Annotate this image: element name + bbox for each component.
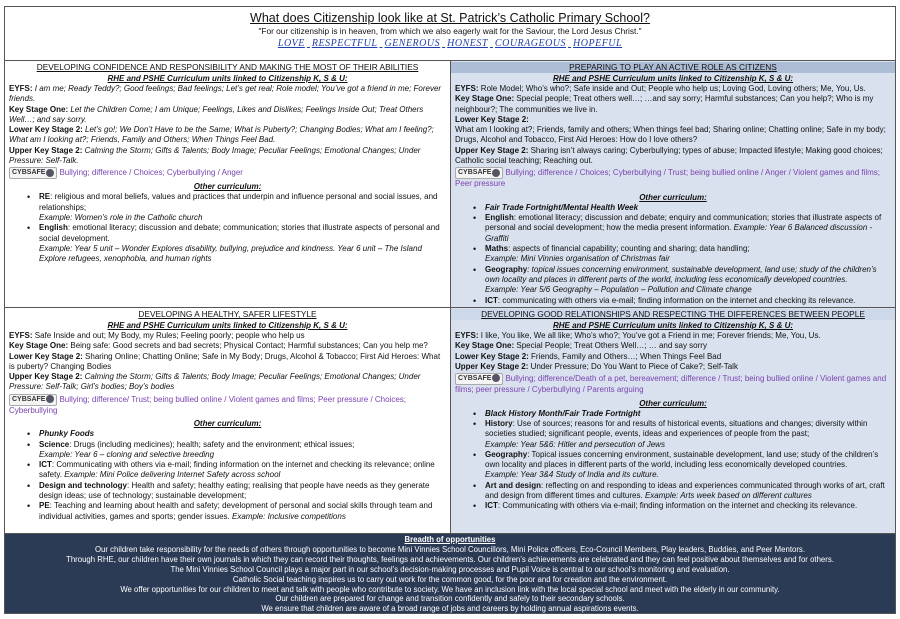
eyfs-line-text: I like, You like, We all like; Who’s who?; You’ve got a Friend in me; Forever friends; Me, You, Us. <box>478 331 821 340</box>
upper-ks2-line <box>9 146 446 167</box>
curriculum-subject: ICT <box>39 460 52 470</box>
lower-ks2-line <box>455 352 891 362</box>
lower-ks2-line-text: Sharing Online; Chatting Online; Safe in My Body; Drugs, Alcohol & Tobacco; First Aid Heroes: What is puberty? Changing Bodies <box>9 351 441 371</box>
cybsafe-logo-icon <box>9 167 57 179</box>
key-stage-one-line-label: Key Stage One: <box>9 341 69 351</box>
curriculum-example: Example: Mini Police delivering Internet Safety across school <box>64 470 281 480</box>
lower-ks2-line-label: Lower Key Stage 2: <box>9 125 83 135</box>
eyfs-line <box>9 84 446 105</box>
cybsafe-logo-mark <box>492 374 500 382</box>
curriculum-example: Example: Inclusive competitions <box>232 511 346 521</box>
cybsafe-topics-text: Bullying; difference / Choices; Cyberbullying / Trust; being bullied online / Anger / Violent games and films; Peer pressure <box>455 168 881 189</box>
curriculum-description: : religious and moral beliefs, values and practices that underpin and influence personal and social issues, and relationships; <box>39 192 438 212</box>
upper-ks2-line-text: Calming the Storm; Gifts & Talents; Body Image; Peculiar Feelings; Emotional Changes; Under Pressure: Self-Talk; Girl’s bodies; Boy’s bodies <box>9 372 421 392</box>
curriculum-subject: PE <box>39 501 50 511</box>
key-stage-one-line-label: Key Stage One: <box>9 104 69 114</box>
upper-ks2-line <box>455 146 891 167</box>
lower-ks2-line-text: Let’s go!; We Don’t Have to be the Same; What is Puberty?; Changing Bodies; What am I feeling?; What am I looking at?; Friends, Family and Others; When Things Feel Bad. <box>9 125 434 145</box>
page-title: What does Citizenship look like at St. Patrick’s Catholic Primary School? <box>250 11 650 25</box>
curriculum-subject: History <box>485 418 513 428</box>
curriculum-subject: RE <box>39 192 51 202</box>
lower-ks2-line <box>9 352 446 373</box>
curriculum-item <box>27 481 446 502</box>
curriculum-subject: Science <box>39 439 70 449</box>
cybsafe-topics <box>9 167 446 179</box>
curriculum-description: : Use of sources; reasons for and results of historical events, situations and changes; diversity within societies studied; significant people, events, ideas and experiences of people from the past; <box>485 418 868 439</box>
eyfs-line-label: EYFS: <box>9 331 33 340</box>
curriculum-description: : communicating with others via e-mail; finding information on the internet and checking its relevance. <box>497 295 856 305</box>
key-stage-one-line-text: Special People; Treat Others Well…; … and say sorry <box>514 341 707 351</box>
eyfs-line-label: EYFS: <box>455 331 479 340</box>
curriculum-description: : emotional literacy; discussion and debate; communication; stories that illustrate aspects of personal and social development. <box>39 223 440 243</box>
eyfs-line <box>455 84 891 94</box>
value-love: LOVE <box>277 38 305 49</box>
footer-line: We offer opportunities for our children to meet and talk with people who contribute to society. We have an inclusion link with the local special school and meet with the elderly in our community. <box>120 584 780 594</box>
school-values <box>5 37 895 50</box>
curriculum-example: Example: Women’s role in the Catholic church <box>39 212 203 222</box>
curriculum-subject: Black History Month/Fair Trade Fortnight <box>485 408 641 418</box>
curriculum-subject: Geography <box>485 264 528 274</box>
value-hopeful: HOPEFUL <box>573 38 623 49</box>
footer-line: Catholic Social teaching inspires us to carry out work for the common good, for the poor and for creation and the environment. <box>232 574 668 584</box>
other-curriculum-list <box>27 192 446 264</box>
quadrant-relationships <box>451 308 895 533</box>
other-curriculum-list <box>473 409 891 512</box>
curriculum-subject: Fair Trade Fortnight/Mental Health Week <box>485 202 639 212</box>
footer-title: Breadth of opportunities <box>404 535 496 544</box>
upper-ks2-line-text: Calming the Storm; Gifts & Talents; Body Image; Peculiar Feelings; Emotional Changes; Under Pressure: Self-Talk. <box>9 145 421 166</box>
lower-ks2-line <box>455 115 891 146</box>
footer-line: Through RHE, our children have their own journals in which they can record their thoughts, feelings and achievements. Our children’s achievements are celebrated and they can feel positive about themselves and for others. <box>66 554 834 564</box>
eyfs-line-label: EYFS: <box>455 84 479 93</box>
section-title: PREPARING TO PLAY AN ACTIVE ROLE AS CITIZENS <box>451 62 895 73</box>
cybsafe-logo-mark <box>46 395 54 403</box>
curriculum-item <box>27 501 446 522</box>
eyfs-line-label: EYFS: <box>9 84 33 93</box>
other-curriculum-heading: Other curriculum: <box>639 398 707 408</box>
value-courageous: COURAGEOUS <box>494 38 567 49</box>
key-stage-one-line-text: Being safe: Good secrets and bad secrets; Physical Contact; Harmful substances; Can you help me? <box>68 341 428 351</box>
upper-ks2-line <box>9 372 446 393</box>
curriculum-description: : reflecting on and responding to ideas and experiences communicated through works of art, craft and design from different times and cultures. <box>485 480 885 501</box>
upper-ks2-line-label: Upper Key Stage 2: <box>455 145 529 155</box>
scripture-quote: "For our citizenship is in heaven, from which we also eagerly wait for the Saviour, the Lord Jesus Christ." <box>258 26 642 36</box>
cybsafe-logo-text: CYBSAFE <box>458 375 492 383</box>
curriculum-item <box>473 450 891 481</box>
key-stage-one-line-text: Let the Children Come; I am Unique; Feelings, Likes and Dislikes; Feelings Inside Out; Treat Others Well…; and say sorry. <box>9 104 424 124</box>
curriculum-description: : Teaching and learning about health and safety; development of personal and social skills through team and individual activities, games and sports; gender issues. <box>39 501 433 521</box>
cybsafe-topics-text: Bullying; difference/Death of a pet, bereavement; difference / Trust; being bullied online / Violent games and films; peer pressure / Cyberbullying / Parents arguing <box>455 374 887 395</box>
upper-ks2-line-label: Upper Key Stage 2: <box>455 361 529 371</box>
breadth-of-opportunities-panel <box>5 533 895 613</box>
page-header <box>5 7 895 61</box>
eyfs-line-text: Safe Inside and out; My Body, my Rules; Feeling poorly; people who help us <box>32 331 305 340</box>
other-curriculum-list <box>473 203 891 306</box>
curriculum-example: Example: Year 5 unit – Wonder Explores disability, bullying, prejudice and kindness. Year 6 unit – The Island Explore refugees, xenophobia, and human rights <box>39 243 422 264</box>
curriculum-example: Example: Year 6 – cloning and selective breeding <box>39 449 215 459</box>
curriculum-item <box>473 244 891 265</box>
cybsafe-topics <box>455 167 891 190</box>
lower-ks2-line <box>9 125 446 146</box>
section-title: DEVELOPING A HEALTHY, SAFER LIFESTYLE <box>138 309 317 319</box>
key-stage-one-line-label: Key Stage One: <box>455 94 515 104</box>
curriculum-description: : topical issues concerning environment, sustainable development, land use; study of the children’s own locality and places in different parts of the world, including less economically developed countries. <box>485 264 877 284</box>
curriculum-example: Example: Year 6 Balanced discussion - Graffiti <box>485 223 873 243</box>
other-curriculum-heading: Other curriculum: <box>639 192 707 202</box>
cybsafe-logo-text: CYBSAFE <box>12 169 46 177</box>
curriculum-example: Example: Mini Vinnies organisation of Christmas fair <box>485 254 670 264</box>
cybsafe-topics-text: Bullying; difference / Choices; Cyberbullying / Anger <box>59 168 243 178</box>
value-honest: HONEST <box>447 38 488 49</box>
quadrant-active-citizens <box>451 61 895 308</box>
cybsafe-logo-mark <box>492 169 500 177</box>
curriculum-item <box>473 419 891 450</box>
curriculum-item <box>473 409 891 419</box>
quadrant-confidence <box>5 61 451 308</box>
curriculum-subject: Art and design <box>485 480 542 490</box>
lower-ks2-line-text: Friends, Family and Others…; When Things Feel Bad <box>528 351 722 361</box>
curriculum-subject: Design and technology <box>39 480 128 490</box>
footer-line: The Mini Vinnies School Council plays a major part in our school’s decision-making processes and Pupil Voice is central to our school’s monitoring and evaluation. <box>170 564 730 574</box>
curriculum-item <box>473 501 891 511</box>
lower-ks2-line-label: Lower Key Stage 2: <box>455 351 529 361</box>
cybsafe-logo-icon <box>455 167 503 179</box>
curriculum-item <box>27 192 446 223</box>
curriculum-item <box>27 440 446 461</box>
curriculum-example: Example: Year 5/6 Geography – Population – Pollution and Climate change <box>485 285 752 295</box>
key-stage-one-line-label: Key Stage One: <box>455 341 515 351</box>
curriculum-subject: English <box>39 223 68 233</box>
curriculum-item <box>473 265 891 296</box>
upper-ks2-line-text: Under Pressure; Do You Want to Piece of Cake?; Self-Talk <box>528 361 738 371</box>
upper-ks2-line <box>455 362 891 372</box>
curriculum-description: : aspects of financial capability; counting and sharing; data handling; <box>508 244 750 254</box>
curriculum-subject: Geography <box>485 449 528 459</box>
units-heading: RHE and PSHE Curriculum units linked to Citizenship K, S & U: <box>552 74 794 83</box>
curriculum-description: : Drugs (including medicines); health; safety and the environment; ethical issues; <box>69 439 355 449</box>
curriculum-subject: ICT <box>485 295 498 305</box>
key-stage-one-line-text: Special people; Treat others well…; …and say sorry; Harmful substances; Can you help?; Who is my neighbour?; The communities we live in. <box>455 94 874 114</box>
other-curriculum-heading: Other curriculum: <box>193 419 262 429</box>
curriculum-example: Example: Year 3&4 Study of India and its culture. <box>485 470 659 480</box>
other-curriculum-heading: Other curriculum: <box>193 182 262 192</box>
eyfs-line-text: Role Model; Who’s who?; Safe inside and Out; People who help us; Loving God, Loving others; Me, You, Us. <box>478 84 866 93</box>
lower-ks2-line-label: Lower Key Stage 2: <box>9 351 83 361</box>
eyfs-line-text: I am me; Ready Teddy?; Good feelings; Bad feelings; Let’s get real; Role model; You’ve got a friend in me; Forever friends. <box>9 84 442 104</box>
key-stage-one-line <box>455 94 891 115</box>
curriculum-subject: Phunky Foods <box>39 429 95 439</box>
cybsafe-logo-icon <box>9 394 57 406</box>
lower-ks2-line-text: What am I looking at?; Friends, family and others; When things feel bad; Sharing online; Chatting online; Safe in my body; Drugs, Alcohol and Tobacco, First Aid Heroes: How do I love others? <box>455 125 886 145</box>
section-title: DEVELOPING CONFIDENCE AND RESPONSIBILITY AND MAKING THE MOST OF THEIR ABILITIES <box>36 62 419 72</box>
key-stage-one-line <box>455 341 891 351</box>
upper-ks2-line-label: Upper Key Stage 2: <box>9 145 83 155</box>
upper-ks2-line-label: Upper Key Stage 2: <box>9 372 83 382</box>
value-generous: GENEROUS <box>384 38 441 49</box>
units-heading: RHE and PSHE Curriculum units linked to Citizenship K, S & U: <box>107 321 348 330</box>
lower-ks2-line-label: Lower Key Stage 2: <box>455 114 529 124</box>
section-title: DEVELOPING GOOD RELATIONSHIPS AND RESPECTING THE DIFFERENCES BETWEEN PEOPLE <box>451 309 895 320</box>
curriculum-item <box>27 429 446 439</box>
quadrant-healthy-lifestyle <box>5 308 451 533</box>
cybsafe-topics <box>9 394 446 417</box>
curriculum-description: : Communicating with others via e-mail; finding information on the internet and checking its relevance. <box>497 501 858 511</box>
cybsafe-logo-text: CYBSAFE <box>458 169 492 177</box>
curriculum-subject: Maths <box>485 244 509 254</box>
upper-ks2-line-text: Sharing isn’t always caring; Cyberbullying; types of abuse; Impacted lifestyle; Making good choices; Catholic social teaching; Reaching out. <box>455 145 883 166</box>
eyfs-line <box>9 331 446 341</box>
curriculum-subject: English <box>485 213 514 223</box>
cybsafe-logo-text: CYBSAFE <box>12 395 46 403</box>
footer-line: Our children are prepared for change and transition confidently and safely to their secondary schools. <box>275 594 625 604</box>
cybsafe-topics <box>455 373 891 396</box>
curriculum-item <box>473 296 891 306</box>
curriculum-description: : Communicating with others via e-mail; finding information on the internet and checking its relevance; online safety. <box>39 460 435 480</box>
curriculum-item <box>473 213 891 244</box>
curriculum-description: : Health and safety; healthy eating; realising that people have needs as they generate design ideas; use of technology; sustainable development; <box>39 480 430 501</box>
citizenship-overview-page <box>4 6 896 614</box>
cybsafe-logo-icon <box>455 373 503 385</box>
curriculum-example: Example: Year 5&6: Hitler and persecution of Jews <box>485 439 665 449</box>
curriculum-item <box>473 203 891 213</box>
value-respectful: RESPECTFUL <box>311 38 378 49</box>
quadrant-grid <box>5 61 895 533</box>
curriculum-item <box>473 481 891 502</box>
footer-line: We ensure that children are aware of a broad range of jobs and careers by holding annual aspirations events. <box>261 604 639 614</box>
curriculum-item <box>27 223 446 264</box>
curriculum-description: : emotional literacy; discussion and debate; enquiry and communication; stories that illustrate aspects of personal and social development; how the media present information. <box>485 213 882 233</box>
key-stage-one-line <box>9 341 446 351</box>
curriculum-description: : Topical issues concerning environment, sustainable development, land use; study of the children’s own locality and places in different parts of the world, including less economically developed countries. <box>485 449 879 470</box>
cybsafe-logo-mark <box>46 169 54 177</box>
curriculum-subject: ICT <box>485 501 498 511</box>
curriculum-example: Example: Arts week based on different cultures <box>644 491 812 501</box>
key-stage-one-line <box>9 105 446 126</box>
curriculum-item <box>27 460 446 481</box>
eyfs-line <box>455 331 891 341</box>
units-heading: RHE and PSHE Curriculum units linked to Citizenship K, S & U: <box>107 74 348 83</box>
cybsafe-topics-text: Bullying; difference/ Trust; being bullied online / Violent games and films; Peer pressure / Choices; Cyberbullying <box>9 394 407 415</box>
units-heading: RHE and PSHE Curriculum units linked to Citizenship K, S & U: <box>552 321 794 330</box>
other-curriculum-list <box>27 429 446 522</box>
footer-line: Our children take responsibility for the needs of others through opportunities to become Mini Vinnies School Councillors, Mini Police officers, Eco-Council Members, Play leaders, Buddies, and Peer Mentors. <box>94 544 805 554</box>
